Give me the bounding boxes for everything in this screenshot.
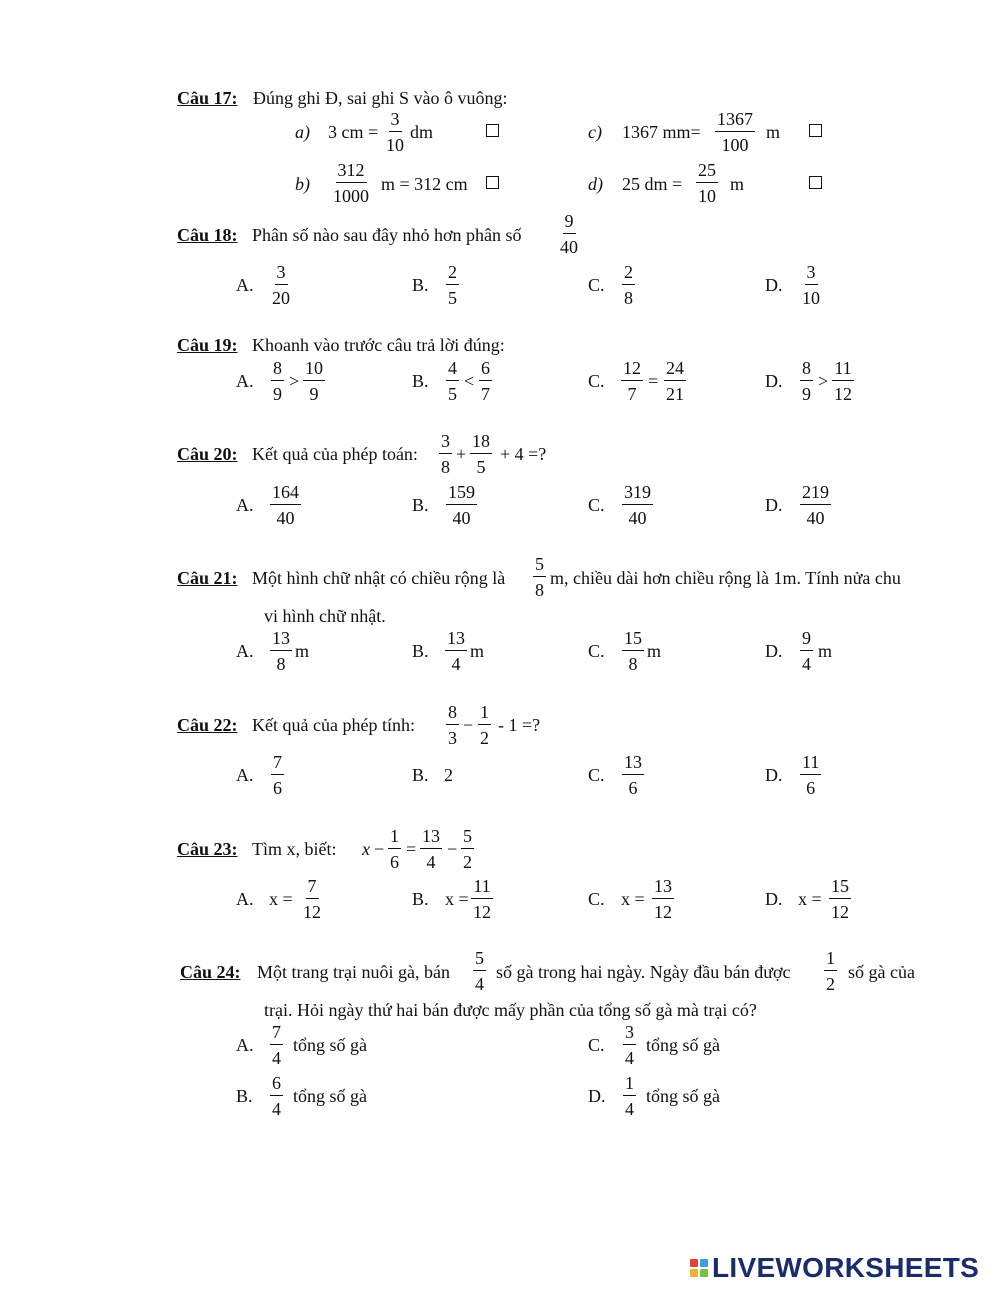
q23-option-d-fraction[interactable]: 15 12	[831, 876, 849, 922]
q20-option-d-letter[interactable]: D.	[765, 495, 783, 515]
liveworksheets-logo	[690, 1252, 979, 1284]
q18-option-b-letter[interactable]: B.	[412, 275, 429, 295]
q21-text1: Một hình chữ nhật có chiều rộng là	[252, 568, 506, 588]
q22-option-a-fraction[interactable]: 7 6	[273, 752, 282, 798]
q21-option-b-fraction[interactable]: 13 4	[447, 628, 465, 674]
q24-option-b-suffix: tổng số gà	[293, 1086, 367, 1106]
q17c-pre: 1367 mm=	[622, 122, 701, 142]
q21-text3: vi hình chữ nhật.	[264, 606, 386, 626]
q19-option-c-letter[interactable]: C.	[588, 371, 605, 391]
q17d-tag: d)	[588, 174, 603, 194]
q20-label: Câu 20:	[177, 444, 238, 464]
q24-option-c-letter[interactable]: C.	[588, 1035, 605, 1055]
q19-option-c-frac2[interactable]: 24 21	[666, 358, 684, 404]
q24-option-c-fraction[interactable]: 3 4	[625, 1022, 634, 1068]
q19-text: Khoanh vào trước câu trả lời đúng:	[252, 335, 505, 355]
q22-option-d-letter[interactable]: D.	[765, 765, 783, 785]
q24-text3: số gà của	[848, 962, 915, 982]
q17b-tag: b)	[295, 174, 310, 194]
q23-minus: −	[374, 839, 385, 859]
q20-option-b-fraction[interactable]: 159 40	[448, 482, 475, 528]
q17d-answer-box[interactable]	[809, 176, 822, 189]
q22-text: Kết quả của phép tính:	[252, 715, 415, 735]
q24-frac1: 5 4	[475, 948, 484, 994]
q23-minus2: −	[447, 839, 458, 859]
q23-option-b-pre: x =	[445, 889, 469, 909]
q24-option-d-fraction[interactable]: 1 4	[625, 1073, 634, 1119]
q23-option-c-fraction[interactable]: 13 12	[654, 876, 672, 922]
q18-option-a-letter[interactable]: A.	[236, 275, 254, 295]
q18-text: Phân số nào sau đây nhỏ hơn phân số	[252, 225, 522, 245]
q20-option-b-letter[interactable]: B.	[412, 495, 429, 515]
q20-frac2: 18 5	[472, 431, 490, 477]
q23-x: x	[362, 839, 370, 859]
q21-option-b-letter[interactable]: B.	[412, 641, 429, 661]
q21-fraction: 5 8	[535, 554, 544, 600]
q23-frac3: 5 2	[463, 826, 472, 872]
q24-option-b-fraction[interactable]: 6 4	[272, 1073, 281, 1119]
q19-option-d-op: >	[818, 371, 829, 391]
q20-tail: + 4 =?	[500, 444, 547, 464]
q21-option-c-letter[interactable]: C.	[588, 641, 605, 661]
q17a-post: dm	[410, 122, 434, 142]
q17-label: Câu 17:	[177, 88, 238, 108]
q23-frac1: 1 6	[390, 826, 399, 872]
q21-label: Câu 21:	[177, 568, 238, 588]
q22-op: −	[463, 715, 474, 735]
q18-fraction: 9 40	[560, 211, 578, 257]
q17a-fraction: 3 10	[386, 109, 404, 155]
q22-option-b-value[interactable]: 2	[444, 765, 453, 785]
q19-option-d-frac2[interactable]: 11 12	[834, 358, 852, 404]
q19-option-a-op: >	[289, 371, 300, 391]
q20-op: +	[456, 444, 467, 464]
q21-option-a-unit: m	[295, 641, 310, 661]
q20-option-a-fraction[interactable]: 164 40	[272, 482, 299, 528]
q24-option-d-suffix: tổng số gà	[646, 1086, 720, 1106]
q17c-tag: c)	[588, 122, 602, 142]
q23-option-a-letter[interactable]: A.	[236, 889, 254, 909]
q17b-answer-box[interactable]	[486, 176, 499, 189]
q24-label: Câu 24:	[180, 962, 241, 982]
q18-label: Câu 18:	[177, 225, 238, 245]
q20-option-c-letter[interactable]: C.	[588, 495, 605, 515]
q23-option-a-fraction[interactable]: 7 12	[303, 876, 321, 922]
q17b-fraction: 312 1000	[333, 160, 369, 206]
q22-option-c-letter[interactable]: C.	[588, 765, 605, 785]
q22-frac1: 8 3	[448, 702, 457, 748]
q22-option-d-fraction[interactable]: 11 6	[802, 752, 820, 798]
q19-option-b-letter[interactable]: B.	[412, 371, 429, 391]
q17a-tag: a)	[295, 122, 310, 142]
q18-option-c-letter[interactable]: C.	[588, 275, 605, 295]
q18-option-b-fraction[interactable]: 2 5	[448, 262, 457, 308]
q17c-fraction: 1367 100	[717, 109, 753, 155]
q23-option-c-letter[interactable]: C.	[588, 889, 605, 909]
q17a-answer-box[interactable]	[486, 124, 499, 137]
q23-option-d-letter[interactable]: D.	[765, 889, 783, 909]
q19-option-d-frac1[interactable]: 8 9	[802, 358, 811, 404]
q24-option-a-suffix: tổng số gà	[293, 1035, 367, 1055]
q17c-answer-box[interactable]	[809, 124, 822, 137]
q17d-pre: 25 dm =	[622, 174, 683, 194]
q23-text: Tìm x, biết:	[252, 839, 337, 859]
q18-option-d-fraction[interactable]: 3 10	[802, 262, 820, 308]
q22-label: Câu 22:	[177, 715, 238, 735]
q17b-post: m = 312 cm	[381, 174, 468, 194]
q21-option-a-letter[interactable]: A.	[236, 641, 254, 661]
q24-text4: trại. Hỏi ngày thứ hai bán được mấy phần của tổng số gà mà trại có?	[264, 1000, 757, 1020]
liveworksheets-icon	[690, 1259, 708, 1277]
q22-option-a-letter[interactable]: A.	[236, 765, 254, 785]
q21-option-b-unit: m	[470, 641, 485, 661]
q20-option-c-fraction[interactable]: 319 40	[624, 482, 651, 528]
q17d-post: m	[730, 174, 745, 194]
q18-option-d-letter[interactable]: D.	[765, 275, 783, 295]
q23-option-a-pre: x =	[269, 889, 293, 909]
q19-option-c-frac1[interactable]: 12 7	[623, 358, 641, 404]
q19-option-b-frac2[interactable]: 6 7	[481, 358, 490, 404]
q21-option-d-fraction[interactable]: 9 4	[802, 628, 811, 674]
q18-option-c-fraction[interactable]: 2 8	[624, 262, 633, 308]
q24-option-a-letter[interactable]: A.	[236, 1035, 254, 1055]
q21-option-c-fraction[interactable]: 15 8	[624, 628, 642, 674]
q18-option-a-fraction[interactable]: 3 20	[272, 262, 290, 308]
q24-text1: Một trang trại nuôi gà, bán	[257, 962, 450, 982]
q22-tail: - 1 =?	[498, 715, 541, 735]
q23-option-d-pre: x =	[798, 889, 822, 909]
q24-frac2: 1 2	[826, 948, 835, 994]
q21-option-a-fraction[interactable]: 13 8	[272, 628, 290, 674]
q17c-post: m	[766, 122, 781, 142]
q17d-fraction: 25 10	[698, 160, 716, 206]
q21-option-c-unit: m	[647, 641, 662, 661]
q20-text: Kết quả của phép toán:	[252, 444, 418, 464]
q24-text2: số gà trong hai ngày. Ngày đầu bán được	[496, 962, 791, 982]
q23-frac2: 13 4	[422, 826, 440, 872]
liveworksheets-wordmark: LIVEWORKSHEETS	[712, 1252, 980, 1283]
q20-option-d-fraction[interactable]: 219 40	[802, 482, 829, 528]
q22-frac2: 1 2	[480, 702, 489, 748]
q20-frac1: 3 8	[441, 431, 450, 477]
q19-option-a-frac2[interactable]: 10 9	[305, 358, 323, 404]
q24-option-c-suffix: tổng số gà	[646, 1035, 720, 1055]
q19-label: Câu 19:	[177, 335, 238, 355]
q23-label: Câu 23:	[177, 839, 238, 859]
q19-option-c-op: =	[648, 371, 659, 391]
q23-eq: =	[406, 839, 417, 859]
q20-option-a-letter[interactable]: A.	[236, 495, 254, 515]
q19-option-a-letter[interactable]: A.	[236, 371, 254, 391]
q24-option-d-letter[interactable]: D.	[588, 1086, 606, 1106]
q17a-pre: 3 cm =	[328, 122, 379, 142]
q21-option-d-unit: m	[818, 641, 833, 661]
q19-option-d-letter[interactable]: D.	[765, 371, 783, 391]
q22-option-c-fraction[interactable]: 13 6	[624, 752, 642, 798]
q22-option-b-letter[interactable]: B.	[412, 765, 429, 785]
q24-option-b-letter[interactable]: B.	[236, 1086, 253, 1106]
q23-option-b-letter[interactable]: B.	[412, 889, 429, 909]
q23-option-c-pre: x =	[621, 889, 645, 909]
q21-option-d-letter[interactable]: D.	[765, 641, 783, 661]
q21-text2: m, chiều dài hơn chiều rộng là 1m. Tính nửa chu	[550, 568, 901, 588]
q24-option-a-fraction[interactable]: 7 4	[272, 1022, 281, 1068]
q17-text: Đúng ghi Đ, sai ghi S vào ô vuông:	[253, 88, 508, 108]
q19-option-b-frac1[interactable]: 4 5	[448, 358, 457, 404]
q19-option-a-frac1[interactable]: 8 9	[273, 358, 282, 404]
q23-option-b-fraction[interactable]: 11 12	[473, 876, 491, 922]
q19-option-b-op: <	[464, 371, 475, 391]
